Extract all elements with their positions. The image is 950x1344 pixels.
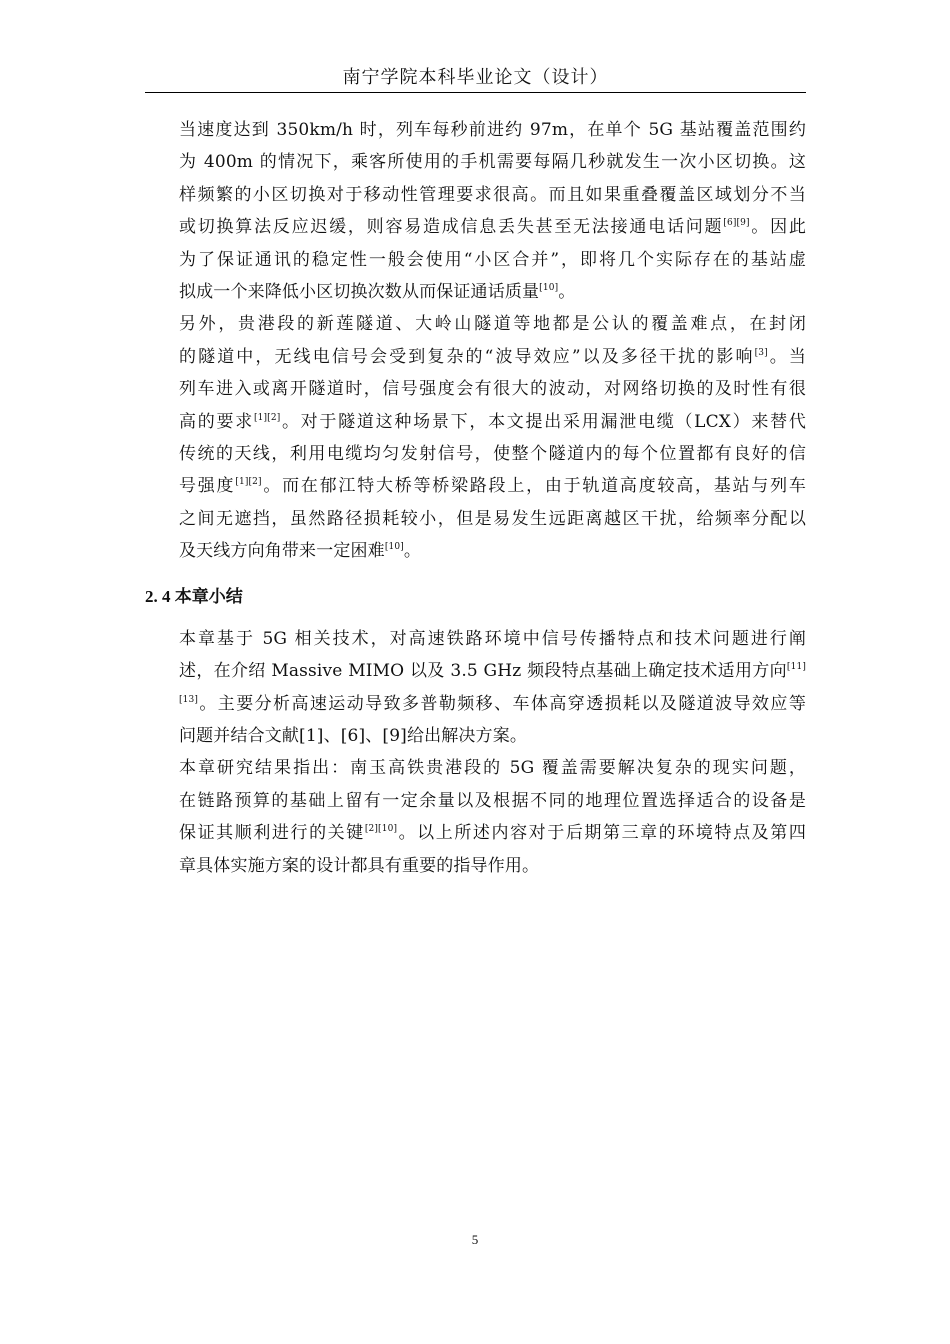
running-header: 南宁学院本科毕业论文（设计） xyxy=(342,67,609,88)
text-segment: 。因此 xyxy=(749,217,806,238)
text-line: 章具体实施方案的设计都具有重要的指导作用。 xyxy=(179,855,540,876)
text-line: 在链路预算的基础上留有一定余量以及根据不同的地理位置选择适合的设备是 xyxy=(179,790,806,811)
text-segment: 。主要分析高速运动导致多普勒频移、车体高穿透损耗以及隧道波导效应等 xyxy=(198,693,806,714)
citation-ref: [3] xyxy=(754,347,768,358)
text-line xyxy=(145,817,806,849)
header-divider xyxy=(145,92,806,93)
text-segment: 及天线方向角带来一定困难 xyxy=(179,541,385,562)
text-line: 问题并结合文献[1]、[6]、[9]给出解决方案。 xyxy=(179,725,527,746)
paragraph-tunnels xyxy=(145,308,806,567)
text-line: 列车进入或离开隧道时，信号强度会有很大的波动，对网络切换的及时性有很 xyxy=(179,379,806,400)
text-segment: 或切换算法反应迟缓，则容易造成信息丢失甚至无法接通电话问题 xyxy=(179,217,724,238)
text-line: 为 400m 的情况下，乘客所使用的手机需要每隔几秒就发生一次小区切换。这 xyxy=(179,152,806,173)
section-heading: 2. 4 本章小结 xyxy=(145,586,243,606)
paragraph-research-results xyxy=(145,752,806,882)
text-line xyxy=(145,535,806,567)
text-segment: 号强度 xyxy=(179,476,236,497)
text-segment: 述，在介绍 Massive MIMO 以及 3.5 GHz 频段特点基础上确定技术适用方向 xyxy=(179,661,787,682)
text-line: 之间无遮挡，虽然路径损耗较小，但是易发生远距离越区干扰，给频率分配以 xyxy=(179,508,806,529)
citation-ref: [10] xyxy=(384,542,404,553)
text-line: 样频繁的小区切换对于移动性管理要求很高。而且如果重叠覆盖区域划分不当 xyxy=(179,184,806,205)
text-segment: 。 xyxy=(558,282,576,303)
text-segment: 保证其顺利进行的关键 xyxy=(179,823,365,844)
citation-ref: [1][2] xyxy=(235,477,262,488)
text-line xyxy=(145,655,806,687)
text-line xyxy=(145,211,806,243)
paragraph-train-speed xyxy=(145,114,806,308)
citation-ref: [10] xyxy=(539,283,559,294)
text-line: 本章研究结果指出：南玉高铁贵港段的 5G 覆盖需要解决复杂的现实问题， xyxy=(179,758,806,779)
text-line: 本章基于 5G 相关技术，对高速铁路环境中信号传播特点和技术问题进行阐 xyxy=(179,628,806,649)
page-content xyxy=(145,114,806,882)
text-line xyxy=(145,276,806,308)
text-line: 当速度达到 350km/h 时，列车每秒前进约 97m，在单个 5G 基站覆盖范围约 xyxy=(179,120,806,140)
page-number: 5 xyxy=(471,1232,479,1247)
text-segment: 拟成一个来降低小区切换次数从而保证通话质量 xyxy=(179,282,540,303)
text-line xyxy=(145,470,806,502)
citation-ref: [6][9] xyxy=(723,218,750,229)
text-segment: 。 xyxy=(403,541,422,562)
text-line: 另外，贵港段的新莲隧道、大岭山隧道等地都是公认的覆盖难点，在封闭 xyxy=(179,314,806,335)
citation-ref: [13] xyxy=(179,694,199,705)
text-line: 传统的天线，利用电缆均匀发射信号，使整个隧道内的每个位置都有良好的信 xyxy=(179,444,806,465)
text-line xyxy=(145,406,806,438)
text-segment: 高的要求 xyxy=(179,411,254,432)
text-segment: 。以上所述内容对于后期第三章的环境特点及第四 xyxy=(397,823,807,844)
citation-ref: [11] xyxy=(786,662,806,673)
text-line xyxy=(145,688,806,720)
text-segment: 的隧道中，无线电信号会受到复杂的“波导效应”以及多径干扰的影响 xyxy=(179,346,755,367)
citation-ref: [2][10] xyxy=(364,824,398,835)
paragraph-chapter-summary xyxy=(145,623,806,753)
text-line: 为了保证通讯的稳定性一般会使用“小区合并”，即将几个实际存在的基站虚 xyxy=(179,249,806,270)
text-line xyxy=(145,341,806,373)
text-segment: 。对于隧道这种场景下，本文提出采用漏泄电缆（LCX）来替代 xyxy=(280,411,806,432)
text-segment: 。而在郁江特大桥等桥梁路段上，由于轨道高度较高，基站与列车 xyxy=(261,476,806,497)
citation-ref: [1][2] xyxy=(253,412,281,423)
text-segment: 。当 xyxy=(767,346,806,367)
